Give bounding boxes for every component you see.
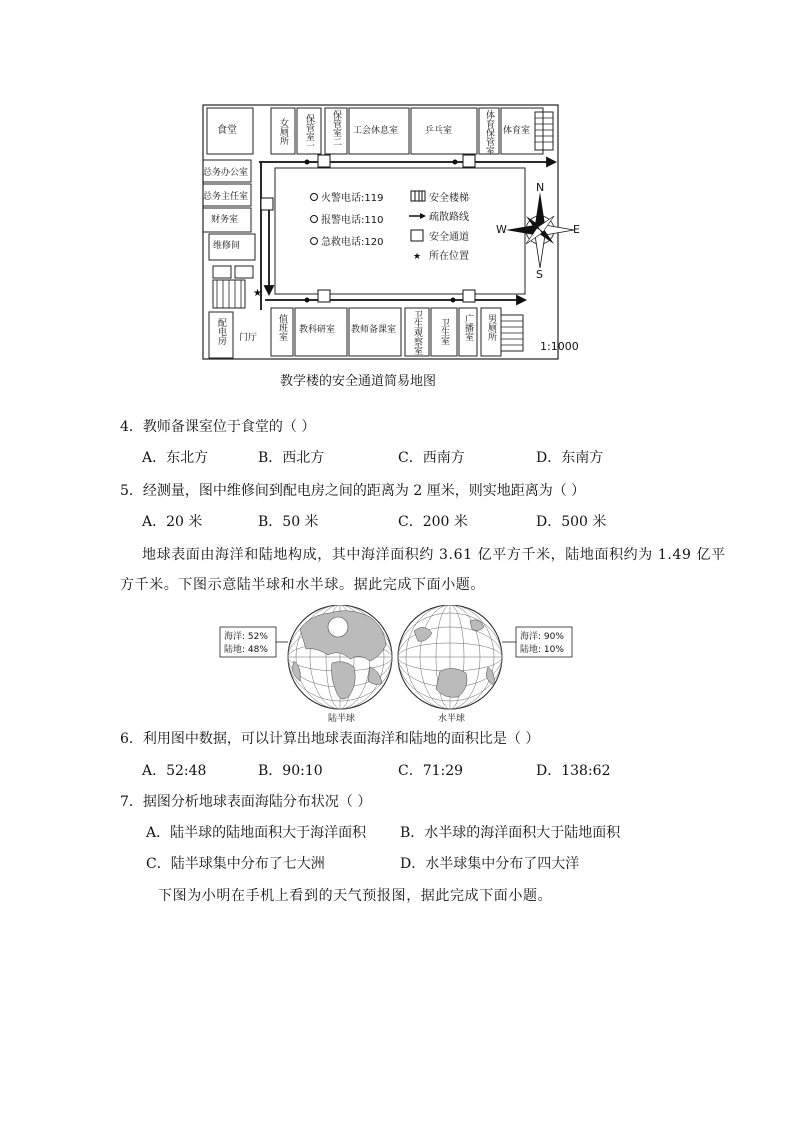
- q4-option-b[interactable]: B．西北方: [258, 450, 325, 466]
- legend-passage: 安全通道: [429, 232, 469, 243]
- room-observe: 卫生观察室: [412, 310, 422, 355]
- land-hemisphere-land: 陆地: 48%: [224, 645, 268, 655]
- q4-option-c[interactable]: C．西南方: [398, 450, 465, 466]
- q6-option-b[interactable]: B．90:10: [258, 763, 323, 779]
- q4-option-d[interactable]: D．东南方: [536, 450, 604, 466]
- land-hemisphere-ocean: 海洋: 52%: [224, 632, 268, 642]
- room-director: 总务主任室: [203, 192, 249, 202]
- water-hemisphere-globe-icon: [398, 605, 502, 709]
- room-wc-female: 女厕所: [278, 118, 288, 145]
- land-hemisphere-globe-icon: [288, 605, 392, 709]
- room-pe-storage: 体育保管室: [484, 110, 494, 155]
- q6-option-a[interactable]: A．52:48: [142, 763, 207, 779]
- room-research: 教科研室: [299, 325, 336, 335]
- map-scale: 1:1000: [540, 340, 579, 353]
- svg-text:★: ★: [253, 288, 262, 299]
- room-office: 总务办公室: [203, 168, 249, 178]
- room-storage-1: 保管室一: [304, 114, 314, 150]
- q5-option-d[interactable]: D．500 米: [536, 514, 607, 530]
- passage-1-line-1: 地球表面由海洋和陆地构成，其中海洋面积约 3.61 亿平方千米，陆地面积约为 1.49 亿平: [142, 547, 726, 563]
- water-hemisphere-ocean: 海洋: 90%: [520, 632, 564, 642]
- question-7-stem: 7．据图分析地球表面海陆分布状况（ ）: [120, 794, 372, 810]
- legend-police: 报警电话:110: [321, 215, 384, 226]
- q4-option-a[interactable]: A．东北方: [142, 450, 209, 466]
- q7-option-d[interactable]: D．水半球集中分布了四大洋: [400, 856, 580, 872]
- q7-option-c[interactable]: C．陆半球集中分布了七大洲: [146, 856, 325, 872]
- compass-rose-icon: [506, 192, 574, 268]
- room-power: 配电房: [216, 318, 226, 345]
- q5-option-b[interactable]: B．50 米: [258, 514, 319, 530]
- room-duty: 值班室: [277, 314, 287, 341]
- svg-text:★: ★: [413, 252, 422, 262]
- passage-2-line-1: 下图为小明在手机上看到的天气预报图，据此完成下面小题。: [158, 888, 553, 904]
- q7-option-a[interactable]: A．陆半球的陆地面积大于海洋面积: [146, 825, 367, 841]
- room-lobby: 门厅: [239, 333, 258, 343]
- floor-plan-map: [195, 100, 595, 365]
- room-canteen: 食堂: [217, 125, 237, 136]
- map-caption: 教学楼的安全通道简易地图: [280, 374, 437, 389]
- q6-option-c[interactable]: C．71:29: [398, 763, 464, 779]
- room-union: 工会休息室: [353, 126, 399, 136]
- compass-n: N: [536, 181, 545, 194]
- hemispheres-figure: [218, 605, 608, 725]
- legend-stairs: 安全楼梯: [429, 193, 469, 204]
- room-pe: 体育室: [503, 126, 531, 136]
- room-pingpong: 乒乓室: [425, 126, 453, 136]
- room-storage-2: 保管室二: [331, 110, 341, 146]
- room-repair: 维修间: [213, 241, 241, 251]
- legend-route: 疏散路线: [429, 212, 469, 223]
- compass-e: E: [573, 223, 580, 236]
- room-clinic: 卫生室: [439, 318, 449, 345]
- passage-1-line-2: 方千米。下图示意陆半球和水半球。据此完成下面小题。: [120, 577, 485, 593]
- room-finance: 财务室: [211, 215, 239, 225]
- compass-w: W: [496, 223, 507, 236]
- legend-location: 所在位置: [429, 251, 469, 262]
- compass-s: S: [536, 268, 543, 281]
- q6-option-d[interactable]: D．138:62: [536, 763, 611, 779]
- water-hemisphere-label: 水半球: [438, 714, 466, 724]
- question-6-stem: 6．利用图中数据，可以计算出地球表面海洋和陆地的面积比是（ ）: [120, 731, 540, 747]
- q7-option-b[interactable]: B．水半球的海洋面积大于陆地面积: [400, 825, 621, 841]
- legend-ambulance: 急救电话:120: [321, 237, 384, 248]
- room-broadcast: 广播室: [463, 314, 473, 341]
- q5-option-a[interactable]: A．20 米: [142, 514, 203, 530]
- room-wc-male: 男厕所: [486, 314, 496, 341]
- q5-option-c[interactable]: C．200 米: [398, 514, 468, 530]
- land-hemisphere-label: 陆半球: [328, 714, 356, 724]
- question-4-stem: 4．教师备课室位于食堂的（ ）: [120, 419, 316, 435]
- question-5-stem: 5．经测量，图中维修间到配电房之间的距离为 2 厘米，则实地距离为（ ）: [120, 483, 586, 499]
- water-hemisphere-land: 陆地: 10%: [520, 645, 564, 655]
- legend-fire: 火警电话:119: [321, 193, 384, 204]
- room-prep: 教师备课室: [351, 325, 397, 335]
